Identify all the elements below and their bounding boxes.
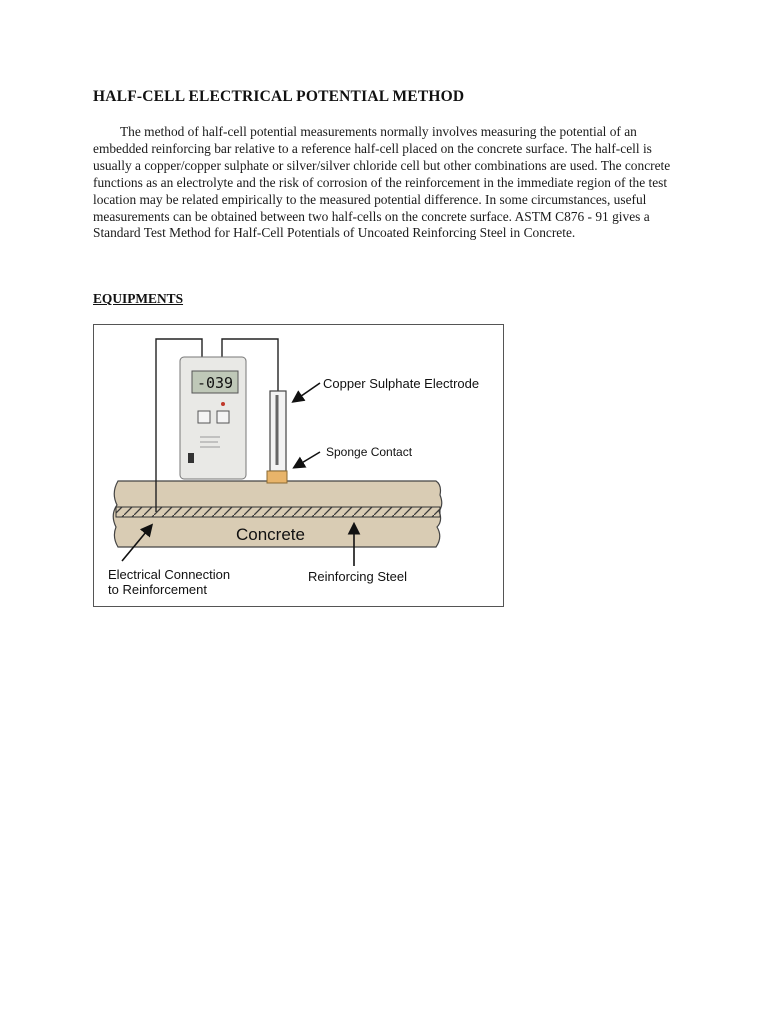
sponge-contact xyxy=(267,471,287,483)
copper-sulphate-electrode xyxy=(267,391,287,483)
connection-label-line1: Electrical Connection xyxy=(108,567,231,582)
meter-button-right xyxy=(217,411,229,423)
steel-label: Reinforcing Steel xyxy=(308,569,407,584)
sponge-label: Sponge Contact xyxy=(326,445,413,459)
connection-label-line2: to Reinforcement xyxy=(108,582,207,597)
concrete-label: Concrete xyxy=(236,525,305,544)
page-title: HALF-CELL ELECTRICAL POTENTIAL METHOD xyxy=(93,88,465,105)
meter-logo-icon xyxy=(188,453,194,463)
meter-button-left xyxy=(198,411,210,423)
half-cell-meter xyxy=(180,357,246,479)
section-heading-equipments: EQUIPMENTS xyxy=(93,291,184,306)
meter-reading: -039 xyxy=(196,374,234,392)
diagram-svg xyxy=(94,325,503,606)
electrode-label: Copper Sulphate Electrode xyxy=(323,376,480,391)
equipment-diagram xyxy=(93,324,504,607)
meter-led-icon xyxy=(221,402,225,406)
reinforcing-steel-bar xyxy=(116,507,440,517)
body-paragraph: The method of half-cell potential measurements normally involves measuring the potential of an embedded reinforcing bar relative to a reference half-cell placed on the concrete surface. The half-cell is usually a copper/copper sulphate or silver/silver chloride cell but other combinations are used. The concrete functions as an electrolyte and the risk of corrosion of the reinforcement in the immediate region of the test location may be related empirically to the measured potential difference. In some circumstances, useful measurements can be obtained between two half-cells on the concrete surface. ASTM C876 - 91 gives a Standard Test Method for Half-Cell Potentials of Uncoated Reinforcing Steel in Concrete. xyxy=(93,124,671,241)
